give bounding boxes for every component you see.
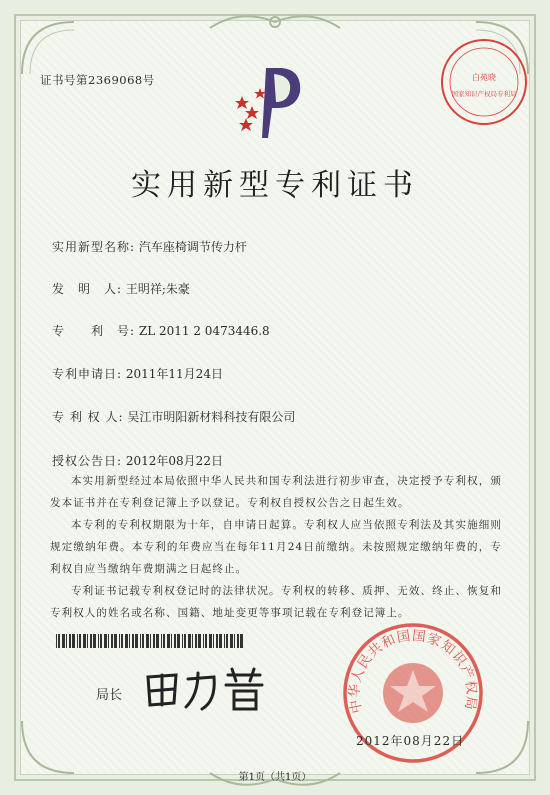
barcode-bar (237, 634, 239, 648)
barcode-bar (209, 634, 212, 648)
field-label: 专 利 权 人: (52, 410, 124, 424)
paragraph-grant: 本实用新型经过本局依照中华人民共和国专利法进行初步审查，决定授予专利权，颁发本证书并在专利登记簿上予以登记。专利权自授权公告之日起生效。 (50, 475, 502, 509)
director-label: 局长 (96, 688, 123, 703)
field-label: 实用新型名称: (52, 240, 136, 254)
barcode-bar (114, 634, 117, 648)
barcode-bar (182, 634, 183, 648)
barcode-bar (174, 634, 176, 648)
barcode-bar (100, 634, 102, 648)
paragraph-term: 本专利的专利权期限为十年，自申请日起算。专利权人应当依照专利法及其实施细则规定缴纳年费。本专利的年费应当在每年11月24日前缴纳。未按照规定缴纳年费的，专利权自应当缴纳年费期满之日起终止。 (50, 519, 502, 575)
barcode-bar (69, 634, 71, 648)
field-utility-model-name (52, 238, 247, 255)
barcode-bar (198, 634, 201, 648)
field-value: ZL 2011 2 0473446.8 (138, 324, 270, 338)
barcode-bar (156, 634, 159, 648)
certificate-number: 证书号第2369068号 (40, 73, 155, 87)
barcode-bar (58, 634, 60, 648)
barcode-bar (66, 634, 67, 648)
field-application-date (52, 365, 223, 382)
barcode-bar (140, 634, 141, 648)
barcode-bar (98, 634, 99, 648)
barcode-bar (192, 634, 193, 648)
barcode-bar (142, 634, 144, 648)
patent-office-logo-icon (232, 60, 312, 140)
barcode-bar (72, 634, 75, 648)
field-label: 授权公告日: (52, 454, 123, 468)
field-patent-number (52, 322, 270, 339)
barcode-bar (171, 634, 172, 648)
barcode-bar (56, 634, 57, 648)
barcode-bar (205, 634, 207, 648)
small-stamp-center: 白苑晓 (472, 73, 496, 82)
barcode-bar (129, 634, 130, 648)
field-patentee (52, 408, 295, 425)
field-label: 专 利 号: (52, 324, 136, 338)
barcode-bar (153, 634, 155, 648)
barcode-bar (161, 634, 162, 648)
barcode-bar (150, 634, 151, 648)
barcode-bar (125, 634, 128, 648)
barcode-bar (87, 634, 88, 648)
barcode-bar (177, 634, 180, 648)
barcode-bar (203, 634, 204, 648)
signing-date: 2012年08月22日 (356, 734, 465, 748)
top-ornament-icon (200, 8, 350, 36)
field-value: 王明祥;朱豪 (125, 282, 190, 296)
certificate-title: 实用新型专利证书 (131, 168, 419, 203)
barcode-bar (121, 634, 123, 648)
barcode-bar (184, 634, 186, 648)
barcode-bar (163, 634, 165, 648)
small-stamp-ring-text: 国家知识产权局专利局 (451, 90, 517, 98)
barcode-bar (230, 634, 233, 648)
patent-office-small-stamp-icon (438, 36, 530, 128)
director-signature (140, 665, 270, 715)
barcode-bar (93, 634, 96, 648)
barcode-bar (240, 634, 243, 648)
page-number: 第1页（共1页） (238, 772, 312, 783)
barcode-bar (62, 634, 65, 648)
field-grant-date (52, 452, 223, 469)
barcode-bar (132, 634, 134, 648)
barcode-bar (83, 634, 86, 648)
barcode-bar (108, 634, 109, 648)
barcode-bar (79, 634, 81, 648)
paragraph-legal-status: 专利证书记载专利权登记时的法律状况。专利权的转移、质押、无效、终止、恢复和专利权人的姓名或名称、国籍、地址变更等事项记载在专利登记簿上。 (50, 585, 502, 619)
barcode-bar (234, 634, 235, 648)
barcode-bar (77, 634, 78, 648)
barcode-bar (135, 634, 138, 648)
field-value: 2011年11月24日 (125, 367, 223, 381)
field-value: 2012年08月22日 (125, 454, 223, 468)
barcode-bar (224, 634, 225, 648)
barcode-bar (216, 634, 218, 648)
barcode-bar (119, 634, 120, 648)
barcode-bar (219, 634, 222, 648)
barcode-bar (213, 634, 214, 648)
barcode-bar (90, 634, 92, 648)
barcode-bar (146, 634, 149, 648)
field-label: 发 明 人: (52, 282, 123, 296)
barcode-bar (104, 634, 107, 648)
field-value: 汽车座椅调节传力杆 (138, 240, 247, 254)
stamp-ring-text: 中华人民共和国国家知识产权局 (346, 627, 480, 715)
barcode-bar (167, 634, 170, 648)
barcode-bar (226, 634, 228, 648)
barcode-icon (56, 634, 246, 648)
field-inventor (52, 280, 190, 297)
barcode-bar (195, 634, 197, 648)
barcode-bar (188, 634, 191, 648)
field-label: 专利申请日: (52, 367, 123, 381)
corner-ornament-icon (18, 18, 78, 78)
field-value: 吴江市明阳新材料科技有限公司 (127, 410, 296, 424)
barcode-bar (111, 634, 113, 648)
